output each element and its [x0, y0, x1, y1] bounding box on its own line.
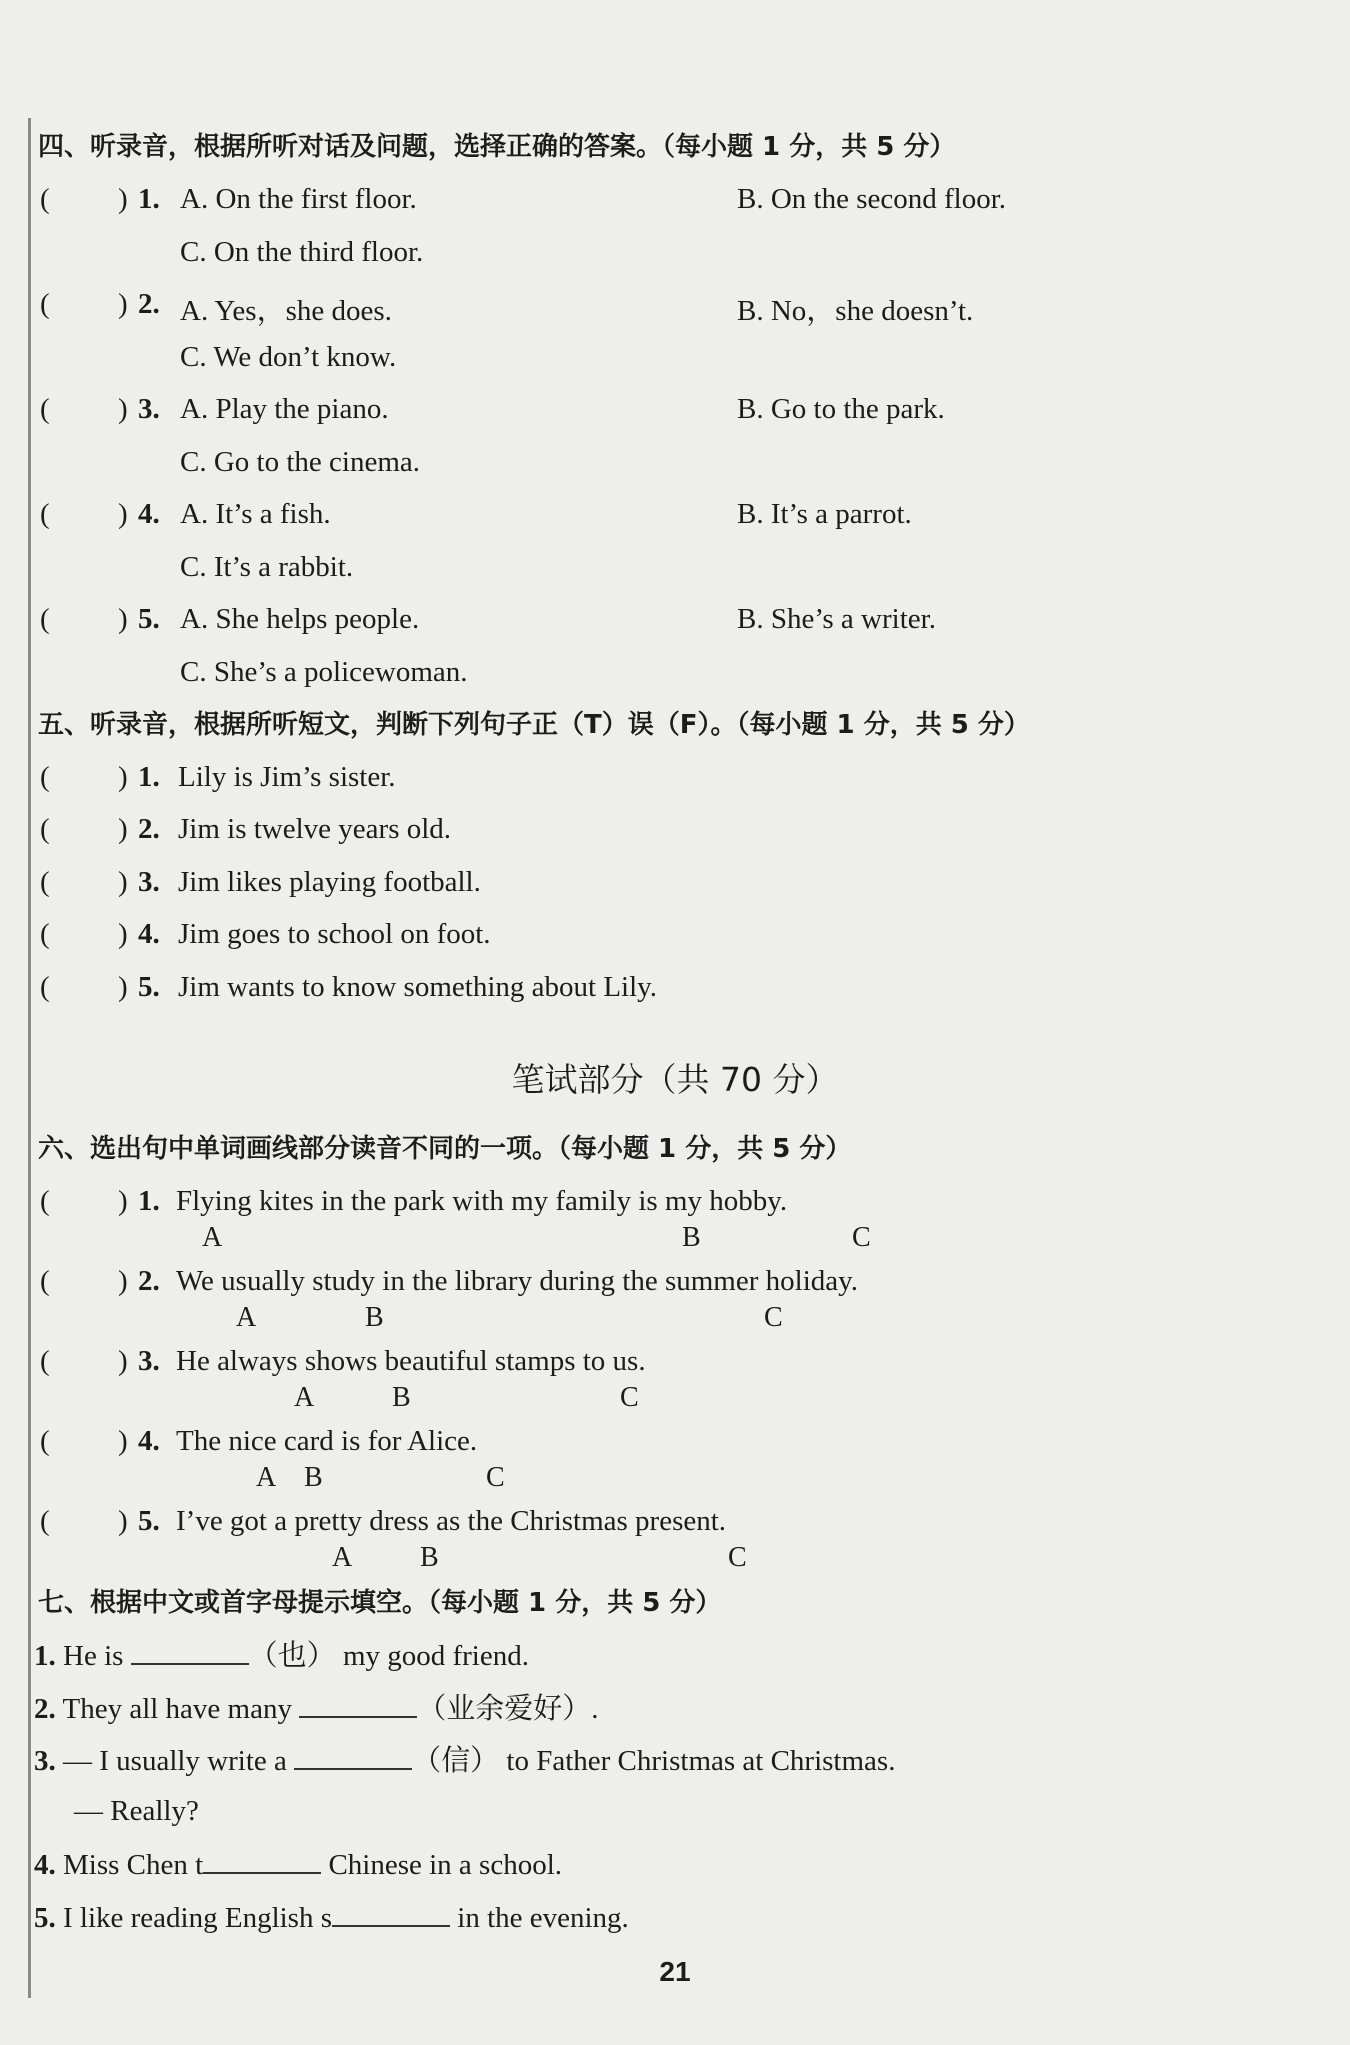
statement: Jim likes playing football. — [178, 866, 481, 898]
statement: Jim goes to school on foot. — [178, 918, 491, 950]
question-number: 3. — [138, 393, 160, 425]
choice-letter-b: B — [365, 1302, 384, 1333]
fill-question-5 — [34, 1899, 629, 1935]
statement: Jim wants to know something about Lily. — [178, 971, 658, 1003]
question-number: 3. — [138, 866, 160, 898]
choice-letter-c: C — [728, 1542, 747, 1573]
sentence: We usually study in the library during the summer holiday. — [176, 1265, 858, 1297]
choice-letter-c: C — [764, 1302, 783, 1333]
question-number: 1. — [34, 1640, 56, 1672]
question-number: 5. — [34, 1902, 56, 1934]
option-c: C. She’s a policewoman. — [180, 656, 468, 688]
sentence: The nice card is for Alice. — [176, 1425, 478, 1457]
fill-question-2 — [34, 1690, 599, 1726]
section-7-heading: 七、根据中文或首字母提示填空。（每小题 1 分，共 5 分） — [38, 1588, 722, 1618]
question-number: 4. — [138, 498, 160, 530]
answer-paren-close: ) — [118, 288, 128, 320]
choice-letter-a: A — [202, 1222, 223, 1253]
option-c: C. It’s a rabbit. — [180, 551, 354, 583]
question-number: 2. — [138, 1265, 160, 1297]
question-number: 2. — [138, 288, 160, 320]
statement: Lily is Jim’s sister. — [178, 761, 396, 793]
answer-paren-close: ) — [118, 603, 128, 635]
option-c: C. We don’t know. — [180, 341, 397, 373]
answer-paren-open: ( — [40, 761, 50, 793]
answer-blank[interactable] — [131, 1637, 249, 1665]
choice-letter-c: C — [486, 1462, 505, 1493]
section-4-heading: 四、听录音，根据所听对话及问题，选择正确的答案。（每小题 1 分，共 5 分） — [38, 132, 956, 162]
option-b: B. It’s a parrot. — [737, 498, 912, 530]
answer-paren-open: ( — [40, 1425, 50, 1457]
question-number: 3. — [34, 1745, 56, 1777]
answer-paren-open: ( — [40, 813, 50, 845]
choice-letter-b: B — [392, 1382, 411, 1413]
option-c: C. On the third floor. — [180, 236, 424, 268]
option-a: A. Play the piano. — [180, 393, 389, 425]
question-text: Miss Chen t — [63, 1849, 204, 1881]
sentence: Flying kites in the park with my family is my hobby. — [176, 1185, 788, 1217]
fill-question-4 — [34, 1846, 562, 1882]
question-text: He is — [63, 1640, 124, 1672]
answer-paren-open: ( — [40, 1265, 50, 1297]
answer-paren-open: ( — [40, 1185, 50, 1217]
answer-paren-open: ( — [40, 866, 50, 898]
option-b: B. She’s a writer. — [737, 603, 936, 635]
question-text: Chinese in a school. — [328, 1849, 563, 1881]
answer-paren-close: ) — [118, 1345, 128, 1377]
choice-letter-a: A — [236, 1302, 257, 1333]
choice-letter-b: B — [420, 1542, 439, 1573]
question-number: 2. — [34, 1693, 56, 1725]
answer-paren-close: ) — [118, 1185, 128, 1217]
answer-paren-close: ) — [118, 1265, 128, 1297]
answer-blank[interactable] — [294, 1742, 412, 1770]
section-5-heading: 五、听录音，根据所听短文，判断下列句子正（T）误（F）。（每小题 1 分，共 5 分） — [38, 710, 1030, 740]
chinese-hint: （业余爱好）. — [417, 1693, 599, 1725]
page-number: 21 — [659, 1956, 691, 1987]
question-number: 1. — [138, 183, 160, 215]
chinese-hint: （也） — [248, 1640, 336, 1672]
choice-letter-c: C — [620, 1382, 639, 1413]
answer-paren-open: ( — [40, 288, 50, 320]
choice-letter-a: A — [294, 1382, 315, 1413]
answer-paren-close: ) — [118, 1505, 128, 1537]
question-text: I like reading English s — [63, 1902, 333, 1934]
question-text: to Father Christmas at Christmas. — [506, 1745, 896, 1777]
answer-paren-close: ) — [118, 918, 128, 950]
question-text: — I usually write a — [63, 1745, 287, 1777]
option-a: A. Yes，she does. — [180, 295, 392, 327]
answer-paren-close: ) — [118, 183, 128, 215]
question-number: 4. — [138, 1425, 160, 1457]
choice-letter-a: A — [332, 1542, 353, 1573]
question-text: in the evening. — [457, 1902, 629, 1934]
written-part-title: 笔试部分（共 70 分） — [511, 1060, 839, 1099]
fill-question-3 — [34, 1742, 895, 1778]
choice-letter-b: B — [304, 1462, 323, 1493]
question-number: 2. — [138, 813, 160, 845]
answer-paren-close: ) — [118, 761, 128, 793]
answer-blank[interactable] — [203, 1846, 321, 1874]
answer-paren-open: ( — [40, 393, 50, 425]
answer-paren-close: ) — [118, 866, 128, 898]
choice-letter-c: C — [852, 1222, 871, 1253]
answer-blank[interactable] — [299, 1690, 417, 1718]
question-number: 1. — [138, 1185, 160, 1217]
answer-paren-open: ( — [40, 1505, 50, 1537]
answer-paren-close: ) — [118, 498, 128, 530]
question-number: 4. — [138, 918, 160, 950]
answer-paren-open: ( — [40, 498, 50, 530]
answer-paren-open: ( — [40, 1345, 50, 1377]
option-c: C. Go to the cinema. — [180, 446, 421, 478]
choice-letter-b: B — [682, 1222, 701, 1253]
answer-paren-close: ) — [118, 393, 128, 425]
question-number: 5. — [138, 971, 160, 1003]
answer-paren-open: ( — [40, 918, 50, 950]
option-b: B. On the second floor. — [737, 183, 1007, 215]
answer-paren-open: ( — [40, 603, 50, 635]
chinese-hint: （信） — [412, 1745, 500, 1777]
answer-paren-open: ( — [40, 971, 50, 1003]
question-number: 5. — [138, 603, 160, 635]
answer-blank[interactable] — [332, 1899, 450, 1927]
section-6-heading: 六、选出句中单词画线部分读音不同的一项。（每小题 1 分，共 5 分） — [38, 1134, 852, 1164]
question-number: 3. — [138, 1345, 160, 1377]
question-number: 4. — [34, 1849, 56, 1881]
sentence: I’ve got a pretty dress as the Christmas present. — [176, 1505, 727, 1537]
question-text: They all have many — [62, 1693, 292, 1725]
answer-paren-close: ) — [118, 813, 128, 845]
sentence: He always shows beautiful stamps to us. — [176, 1345, 646, 1377]
option-a: A. She helps people. — [180, 603, 420, 635]
option-b: B. Go to the park. — [737, 393, 945, 425]
answer-paren-close: ) — [118, 971, 128, 1003]
question-number: 5. — [138, 1505, 160, 1537]
option-a: A. On the first floor. — [180, 183, 417, 215]
answer-paren-open: ( — [40, 183, 50, 215]
option-a: A. It’s a fish. — [180, 498, 331, 530]
question-number: 1. — [138, 761, 160, 793]
dialogue-reply: — Really? — [74, 1795, 199, 1827]
statement: Jim is twelve years old. — [178, 813, 452, 845]
option-b: B. No，she doesn’t. — [737, 295, 974, 327]
answer-paren-close: ) — [118, 1425, 128, 1457]
question-text: my good friend. — [342, 1640, 529, 1672]
fill-question-1 — [34, 1637, 529, 1673]
choice-letter-a: A — [256, 1462, 277, 1493]
